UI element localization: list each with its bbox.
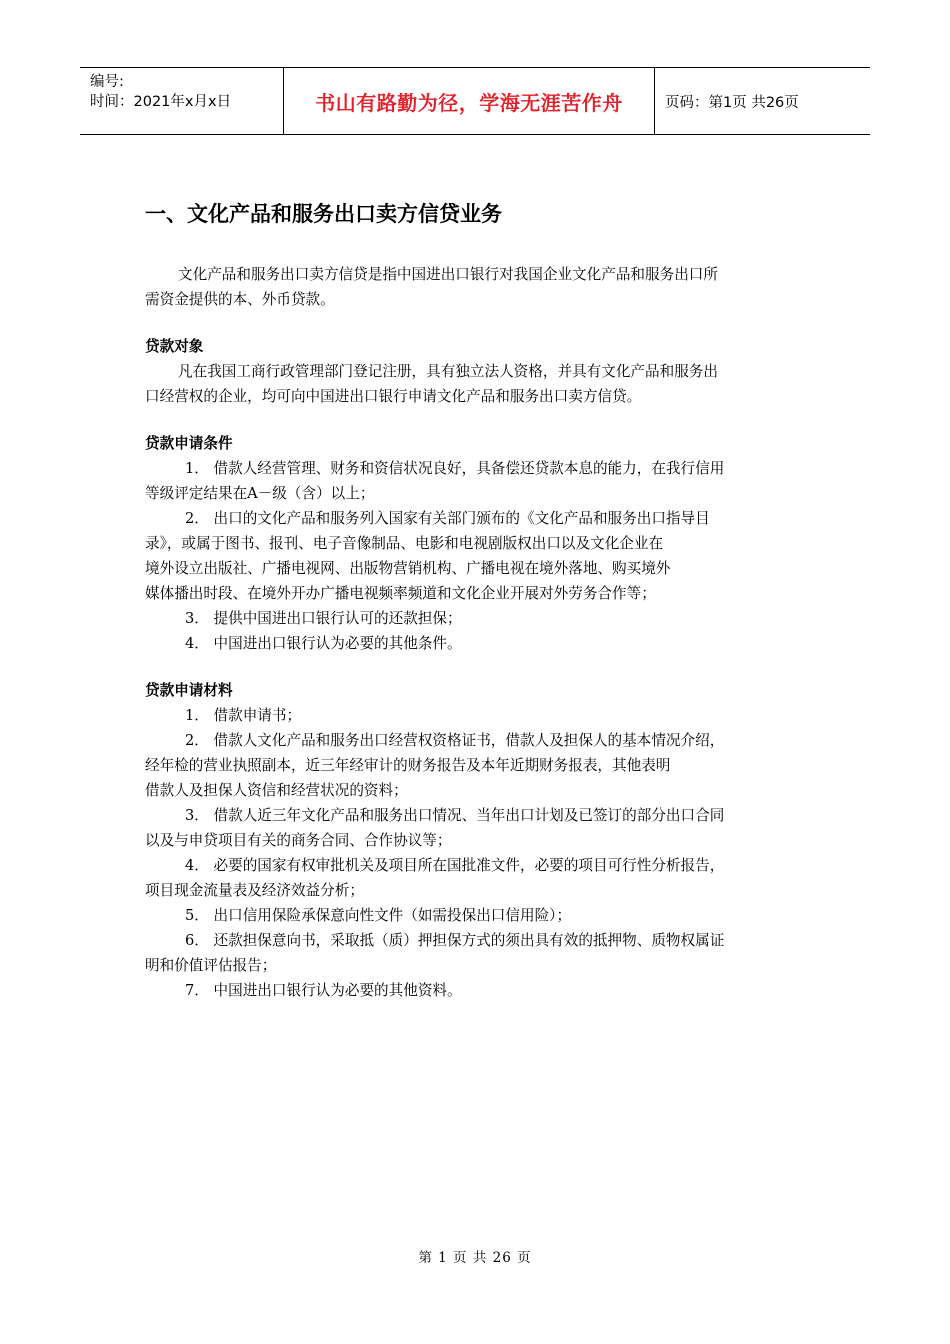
material-line: 项目现金流量表及经济效益分析； [145,882,364,899]
section-heading-object: 贷款对象 [145,338,204,355]
header-meta [80,68,283,134]
header-motto: 书山有路勤为径，学海无涯苦作舟 [283,68,655,134]
document-title: 一、文化产品和服务出口卖方信贷业务 [145,202,502,226]
material-line: 借款人及担保人资信和经营状况的资料； [145,782,408,799]
condition-line: 媒体播出时段、在境外开办广播电视频率频道和文化企业开展对外劳务合作等； [145,585,656,602]
time-label: 时间：2021年x月x日 [90,94,232,110]
object-line: 口经营权的企业，均可向中国进出口银行申请文化产品和服务出口卖方信贷。 [145,388,642,405]
material-line: 经年检的营业执照副本，近三年经审计的财务报告及本年近期财务报表，其他表明 [145,757,671,774]
material-line: 2． 借款人文化产品和服务出口经营权资格证书，借款人及担保人的基本情况介绍， [185,732,725,749]
page-footer: 第 1 页 共 26 页 [418,1250,532,1266]
section-heading-materials: 贷款申请材料 [145,682,233,699]
material-line: 6． 还款担保意向书，采取抵（质）押担保方式的须出具有效的抵押物、质物权属证 [185,932,725,949]
condition-line: 3． 提供中国进出口银行认可的还款担保； [185,610,462,627]
condition-line: 1． 借款人经营管理、财务和资信状况良好，具备偿还贷款本息的能力，在我行信用 [185,460,725,477]
condition-line: 2． 出口的文化产品和服务列入国家有关部门颁布的《文化产品和服务出口指导目 [185,510,710,527]
number-label: 编号: [90,74,124,90]
material-line: 3． 借款人近三年文化产品和服务出口情况、当年出口计划及已签订的部分出口合同 [185,807,725,824]
condition-line: 录》，或属于图书、报刊、电子音像制品、电影和电视剧版权出口以及文化企业在 [145,535,664,552]
material-line: 以及与申贷项目有关的商务合同、合作协议等； [145,832,452,849]
material-line: 5． 出口信用保险承保意向性文件（如需投保出口信用险）； [185,907,572,924]
condition-line: 4． 中国进出口银行认为必要的其他条件。 [185,635,462,652]
header-page-info: 页码：第1页 共26页 [665,94,799,111]
condition-line: 等级评定结果在A－级（含）以上； [145,485,375,502]
material-line: 明和价值评估报告； [145,957,277,974]
material-line: 1． 借款申请书； [185,707,302,724]
material-line: 7． 中国进出口银行认为必要的其他资料。 [185,982,462,999]
object-line: 凡在我国工商行政管理部门登记注册，具有独立法人资格，并具有文化产品和服务出 [178,363,718,380]
section-heading-conditions: 贷款申请条件 [145,435,233,452]
material-line: 4． 必要的国家有权审批机关及项目所在国批准文件，必要的项目可行性分析报告， [185,857,725,874]
document-body [145,262,810,1003]
intro-line: 需资金提供的本、外币贷款。 [145,291,335,308]
intro-line: 文化产品和服务出口卖方信贷是指中国进出口银行对我国企业文化产品和服务出口所 [178,266,718,283]
condition-line: 境外设立出版社、广播电视网、出版物营销机构、广播电视在境外落地、购买境外 [145,560,671,577]
page-header [80,67,870,135]
